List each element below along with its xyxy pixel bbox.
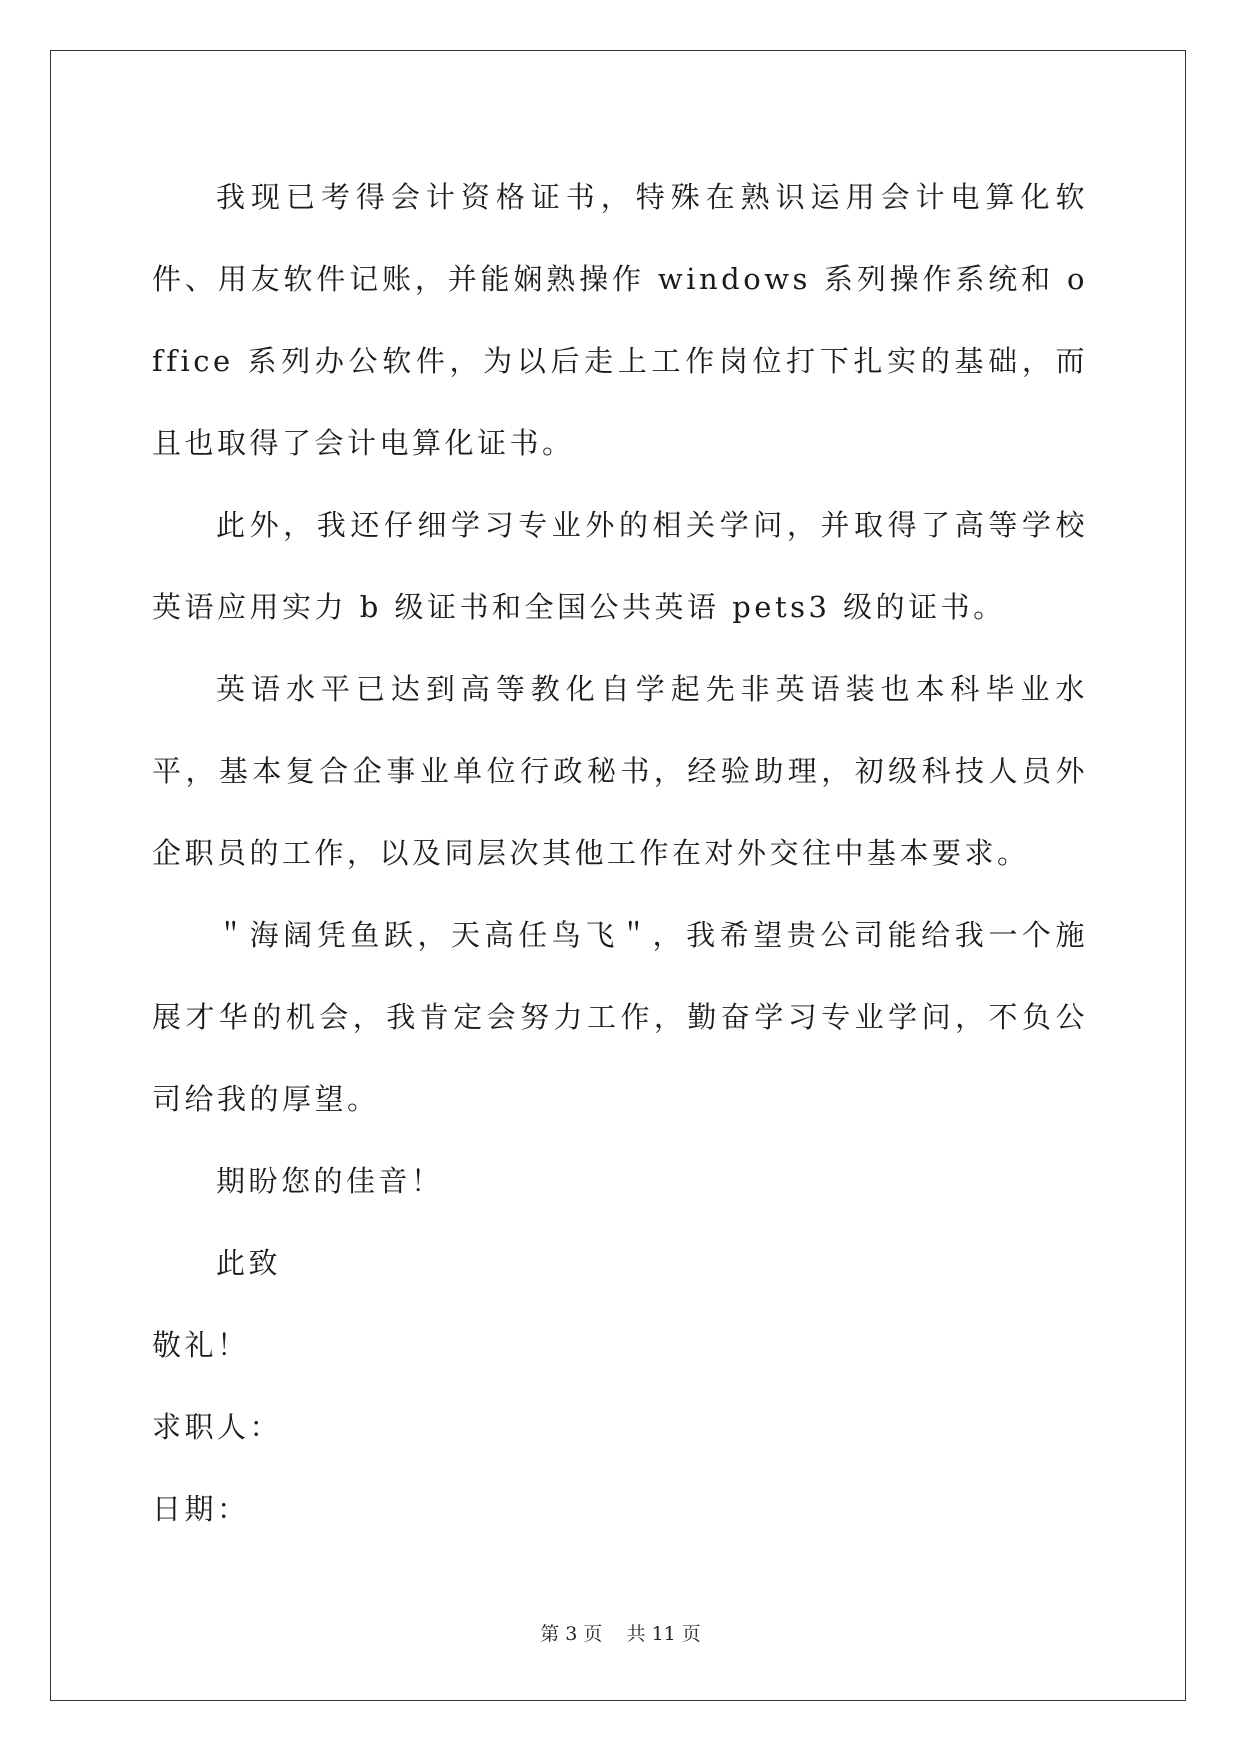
applicant-field: 求职人： [152, 1410, 283, 1444]
letter-body [152, 156, 1088, 1550]
salutation-jingli: 敬礼！ [152, 1328, 250, 1362]
date-field: 日期： [152, 1492, 250, 1526]
paragraph-english-certificates: 此外，我还仔细学习专业外的相关学问，并取得了高等学校英语应用实力 b 级证书和全国公共英语 pets3 级的证书。 [152, 508, 1088, 624]
paragraph-aspiration: ＂海阔凭鱼跃，天高任鸟飞＂，我希望贵公司能给我一个施展才华的机会，我肯定会努力工作，勤奋学习专业学问，不负公司给我的厚望。 [152, 918, 1088, 1116]
salutation-cizhi: 此致 [216, 1246, 282, 1280]
paragraph-certificates: 我现已考得会计资格证书，特殊在熟识运用会计电算化软件、用友软件记账，并能娴熟操作 windows 系列操作系统和 office 系列办公软件，为以后走上工作岗位打下扎实的基础，而且也取得了会计电算化证书。 [152, 180, 1088, 460]
page-number-footer: 第 3 页 共 11 页 [540, 1623, 701, 1645]
paragraph-closing-wish: 期盼您的佳音！ [216, 1164, 444, 1198]
paragraph-english-level: 英语水平已达到高等教化自学起先非英语装也本科毕业水平，基本复合企事业单位行政秘书，经验助理，初级科技人员外企职员的工作，以及同层次其他工作在对外交往中基本要求。 [152, 672, 1088, 870]
